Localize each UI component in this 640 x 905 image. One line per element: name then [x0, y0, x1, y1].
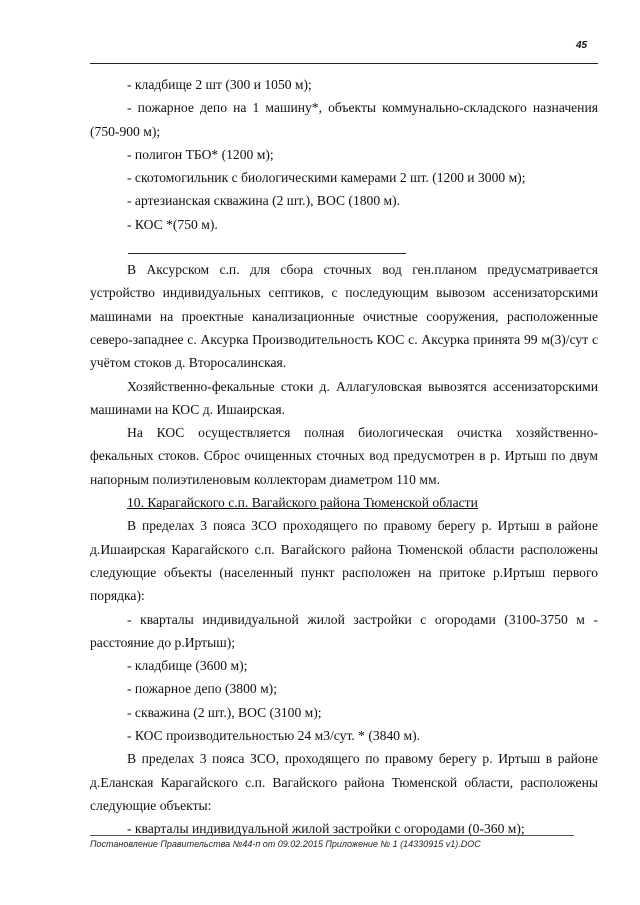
section-heading-text: 10. Карагайского с.п. Вагайского района Тюменской области	[127, 495, 478, 511]
paragraph: На КОС осуществляется полная биологическая очистка хозяйственно-фекальных стоков. Сброс очищенных сточных вод предусмотрен в р. Иртыш по двум напорным полиэтиленовым коллекторам диаметром 110 мм.	[90, 425, 598, 487]
section-heading	[90, 491, 598, 514]
list-item: - кварталы индивидуальной жилой застройки с огородами (0-360 м);	[127, 821, 525, 837]
paragraph: Хозяйственно-фекальные стоки д. Аллагуловская вывозятся ассенизаторскими машинами на КОС д. Ишаирская.	[90, 378, 598, 417]
paragraph: В Аксурском с.п. для сбора сточных вод ген.планом предусматривается устройство индивидуальных септиков, с последующим вывозом ассенизаторскими машинами на проектные канализационные очистные сооружения, расположенные северо-западнее с. Аксурка Производительность КОС с. Аксурка принята 99 м(3)/сут с учётом стоков д. Второсалинская.	[90, 262, 598, 371]
paragraph: В пределах 3 пояса ЗСО проходящего по правому берегу р. Иртыш в районе д.Ишаирская Карагайского с.п. Вагайского района Тюменской области расположены следующие объекты (населенный пункт расположен на притоке р.Иртыш первого порядка):	[90, 518, 598, 604]
list-item: - артезианская скважина (2 шт.), ВОС (1800 м).	[127, 193, 401, 209]
footer-rule	[90, 835, 574, 836]
list-item: - КОС производительностью 24 м3/сут. * (3840 м).	[127, 728, 421, 744]
list-item: - КОС *(750 м).	[127, 216, 218, 232]
separator-line	[128, 253, 406, 254]
page-number: 45	[576, 40, 588, 51]
list-item: - кварталы индивидуальной жилой застройки с огородами (3100-3750 м - расстояние до р.Иртыш);	[90, 611, 598, 650]
list-item: - кладбище (3600 м);	[127, 658, 248, 674]
list-item: - кладбище 2 шт (300 и 1050 м);	[127, 77, 312, 92]
list-item: - скважина (2 шт.), ВОС (3100 м);	[127, 704, 322, 720]
header-rule	[90, 63, 598, 64]
list-item: - пожарное депо (3800 м);	[127, 681, 277, 697]
paragraph: В пределах 3 пояса ЗСО, проходящего по правому берегу р. Иртыш в районе д.Еланская Карагайского с.п. Вагайского района Тюменской области, расположены следующие объекты:	[90, 751, 598, 813]
footer-text: Постановление Правительства №44-п от 09.02.2015 Приложение № 1 (14330915 v1).DOC	[90, 839, 481, 849]
list-item: - скотомогильник с биологическими камерами 2 шт. (1200 и 3000 м);	[127, 170, 526, 186]
list-item: - полигон ТБО* (1200 м);	[127, 146, 274, 162]
document-body	[90, 73, 598, 841]
list-item: - пожарное депо на 1 машину*, объекты коммунально-складского назначения (750-900 м);	[90, 100, 598, 139]
